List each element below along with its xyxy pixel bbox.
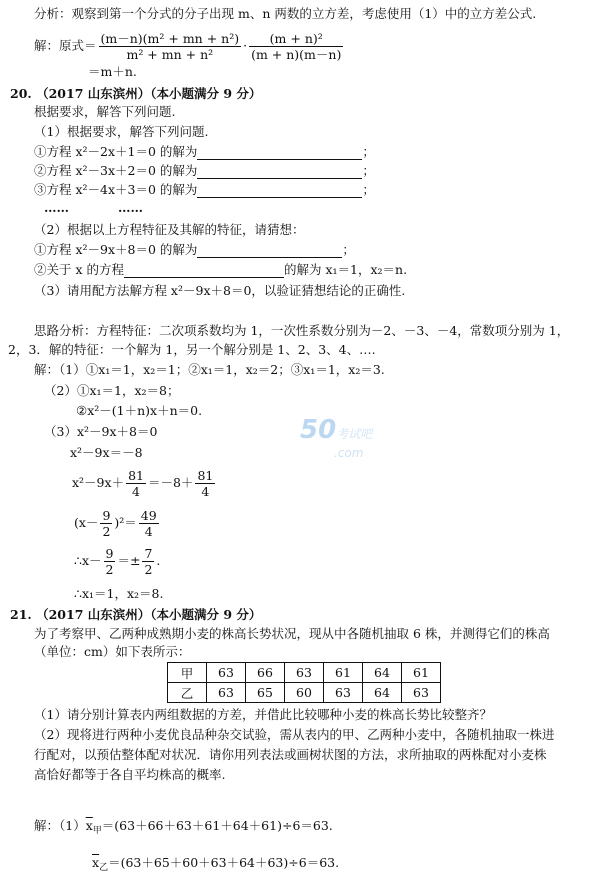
part3d-frac-left-den: 2 [102, 524, 111, 539]
q21-solution-prefix: 解：（1） [34, 818, 86, 833]
table-cell: 63 [324, 683, 363, 703]
q21-part1: （1）请分别计算表内两组数据的方差，并借此比较哪种小麦的株高长势比较整齐？ [34, 707, 492, 722]
table-cell: 64 [363, 663, 402, 683]
q21-intro1: 为了考察甲、乙两种成熟期小麦的株高长势状况，现从中各随机抽取 6 株，并测得它们的株高 [34, 626, 550, 641]
q20-header [10, 86, 261, 102]
part3c-frac-left-num: 81 [128, 468, 144, 483]
part3e-frac-right [142, 546, 154, 577]
mean-jia-subscript: 甲 [92, 826, 102, 836]
fraction-1 [99, 31, 242, 62]
eq2-text: ②方程 x²－3x＋2＝0 的解为 [34, 163, 198, 178]
solution-result: ＝m＋n. [88, 64, 137, 79]
part3c-left: x²－9x＋ [72, 475, 125, 490]
fraction-2-numerator: (m + n)² [249, 31, 343, 47]
table-cell: 63 [285, 663, 324, 683]
answer-part3c [72, 464, 217, 502]
part3d-frac-left-num: 9 [102, 508, 111, 523]
analysis-text: 分析：观察到第一个分式的分子出现 m、n 两数的立方差，考虑使用（1）中的立方差公式. [34, 6, 537, 21]
part3e-mid: ＝± [117, 553, 141, 568]
guess1-text: ①方程 x²－9x＋8＝0 的解为 [34, 242, 198, 257]
answer-part3a: （3）x²－9x＋8＝0 [44, 424, 158, 439]
q21-intro2: （单位：cm）如下表所示： [34, 644, 191, 659]
eq1-blank[interactable] [197, 147, 362, 160]
guess2-blank[interactable] [124, 265, 284, 278]
thinking-line2: 2，3．解的特征：一个解为 1，另一个解分别是 1、2、3、4、…. [8, 342, 376, 357]
q20-eq3 [34, 182, 375, 198]
q21-part2-line1: （2）现将进行两种小麦优良品种杂交试验，需从表内的甲、乙两种小麦中，各随机抽取一株进 [34, 727, 555, 742]
part3d-frac-right-den: 4 [144, 524, 153, 539]
table-row-yi [168, 683, 441, 703]
answer-part2b: ②x²－(1＋n)x＋n＝0. [76, 403, 203, 418]
table-cell: 63 [207, 663, 246, 683]
eq3-text: ③方程 x²－4x＋3＝0 的解为 [34, 182, 198, 197]
q20-intro: 根据要求，解答下列问题. [34, 104, 176, 119]
mean-yi-expression: ＝(63＋65＋60＋63＋64＋63)÷6＝63. [108, 855, 340, 870]
table-cell: 60 [285, 683, 324, 703]
guess1-semicolon: ； [342, 242, 355, 257]
ellipsis-right: …… [118, 200, 143, 215]
part3d-left: (x－ [74, 515, 99, 530]
table-cell: 61 [402, 663, 441, 683]
eq2-blank[interactable] [197, 166, 362, 179]
fraction-1-numerator: (m－n)(m² + mn + n²) [100, 31, 240, 46]
q21-mean-jia [34, 818, 333, 839]
part3d-mid: )²＝ [114, 515, 137, 530]
q21-header [10, 607, 261, 623]
part3c-frac-left-den: 4 [132, 484, 140, 499]
mean-jia-expression: ＝(63＋66＋63＋61＋64＋61)÷6＝63. [101, 818, 333, 833]
part3d-frac-right [139, 508, 159, 539]
eq1-semicolon: ； [362, 144, 375, 159]
part3e-frac-left-den: 2 [105, 562, 114, 577]
q20-guess2 [34, 262, 407, 278]
watermark-number: 50 [300, 415, 337, 445]
table-row-jia [168, 663, 441, 683]
answer-part3d [74, 504, 161, 542]
part3d-frac-left [100, 508, 112, 539]
answer-part3b: x²－9x＝－8 [70, 445, 143, 460]
q20-number: 20. [10, 86, 32, 101]
q21-number: 21. [10, 607, 32, 622]
solution-prefix: 解：原式＝ [34, 38, 97, 53]
part3c-frac-right-den: 4 [201, 484, 210, 499]
eq1-text: ①方程 x²－2x＋1＝0 的解为 [34, 144, 198, 159]
answer-part3e [74, 542, 160, 580]
q21-mean-yi [92, 855, 339, 876]
guess2-text-b: 的解为 x₁＝1，x₂＝n. [284, 262, 408, 277]
table-cell: 65 [246, 683, 285, 703]
answer-part2a: （2）①x₁＝1，x₂＝8； [44, 383, 180, 398]
thinking-line1: 思路分析：方程特征：二次项系数均为 1，一次性系数分别为－2、－3、－4，常数项分别为 1， [34, 323, 570, 338]
table-cell: 66 [246, 663, 285, 683]
mean-yi-symbol: $\overline{x}$ [92, 855, 100, 870]
mean-jia-symbol: $\overline{x}$ [85, 818, 93, 833]
ellipsis-left: …… [44, 200, 69, 215]
part3e-frac-right-num: 7 [144, 546, 153, 561]
fraction-2 [249, 31, 343, 62]
part3e-frac-right-den: 2 [144, 562, 153, 577]
q20-source: （2017 山东滨州）（本小题满分 9 分） [36, 86, 262, 101]
part3e-left: ∴x－ [74, 553, 102, 568]
q20-part2: （2）根据以上方程特征及其解的特征，请猜想： [34, 222, 305, 237]
fraction-solution [34, 26, 345, 66]
part3c-frac-right [195, 468, 215, 499]
q20-part1: （1）根据要求，解答下列问题. [34, 124, 209, 139]
q21-part2-line3: 高恰好都等于各自平均株高的概率. [34, 767, 226, 782]
eq2-semicolon: ； [362, 163, 375, 178]
q20-eq2 [34, 163, 375, 179]
multiply-dot: · [243, 38, 248, 53]
guess2-text-a: ②关于 x 的方程 [34, 262, 124, 277]
part3d-frac-right-num: 49 [140, 508, 157, 523]
table-cell: 63 [402, 683, 441, 703]
part3e-frac-left [104, 546, 116, 577]
part3c-frac-left [126, 468, 146, 499]
q20-guess1 [34, 242, 355, 258]
q20-eq1 [34, 144, 375, 160]
guess1-blank[interactable] [197, 245, 342, 258]
part3c-frac-right-num: 81 [197, 468, 214, 483]
table-cell: 甲 [168, 663, 207, 683]
part3e-end: . [156, 553, 161, 568]
height-table [167, 662, 441, 703]
fraction-2-denominator: (m + n)(m－n) [251, 47, 342, 62]
q20-part3: （3）请用配方法解方程 x²－9x＋8＝0，以验证猜想结论的正确性. [34, 283, 406, 298]
watermark-brand: 考试吧 [336, 427, 373, 441]
table-cell: 61 [324, 663, 363, 683]
watermark-domain: .com [334, 446, 364, 460]
eq3-semicolon: ； [362, 182, 375, 197]
watermark-logo [300, 415, 372, 460]
q21-source: （2017 山东滨州）（本小题满分 9 分） [36, 607, 262, 622]
answer-part3f: ∴x₁＝1，x₂＝8. [74, 586, 164, 601]
mean-yi-subscript: 乙 [99, 863, 109, 873]
q21-part2-line2: 行配对，以预估整体配对状况．请你用列表法或画树状图的方法，求所抽取的两株配对小麦株 [34, 747, 547, 762]
part3c-mid: ＝－8＋ [147, 475, 194, 490]
eq3-blank[interactable] [197, 185, 362, 198]
answer-part1: 解：（1）①x₁＝1，x₂＝1；②x₁＝1，x₂＝2；③x₁＝1，x₂＝3. [34, 362, 385, 377]
table-cell: 64 [363, 683, 402, 703]
table-cell: 63 [207, 683, 246, 703]
part3e-frac-left-num: 9 [105, 546, 114, 561]
table-cell: 乙 [168, 683, 207, 703]
fraction-1-denominator: m² + mn + n² [126, 47, 214, 62]
